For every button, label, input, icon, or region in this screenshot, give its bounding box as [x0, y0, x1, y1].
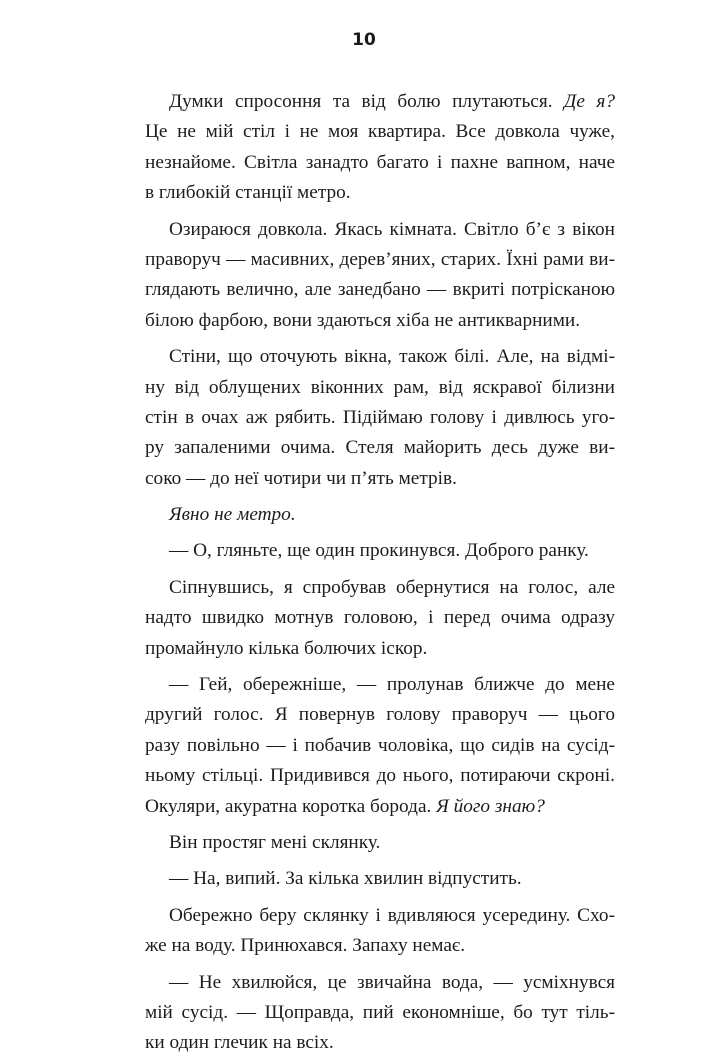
paragraph [145, 536, 615, 566]
text-run: білою фарбою, вони здаються хіба не антикварними. [145, 309, 581, 331]
text-line [145, 117, 615, 147]
text-line [145, 215, 615, 245]
text-run: Думки спросоння та від болю плутаються. [169, 91, 565, 112]
paragraph [145, 500, 615, 530]
text-run: Обережно беру склянку і вдивляюся усередину. Схо- [169, 904, 615, 926]
text-line [145, 433, 615, 463]
text-line [145, 573, 615, 603]
text-line [145, 828, 615, 858]
paragraph [145, 342, 615, 494]
text-line [145, 864, 615, 894]
text-line [145, 306, 615, 336]
text-run: стін в очах аж рябить. Підіймаю голову і дивлюсь уго- [145, 406, 615, 428]
paragraph [145, 573, 615, 664]
text-run: Стіни, що оточують вікна, також білі. Але, на відмі- [169, 346, 615, 368]
text-run: глядають велично, але занедбано — вкриті потрісканою [145, 279, 615, 301]
italic-text: Де я? [564, 91, 615, 112]
paragraph [145, 864, 615, 894]
paragraph [145, 670, 615, 822]
text-run: — Не хвилюйся, це звичайна вода, — усміхнувся [169, 971, 615, 993]
text-run: надто швидко мотнув головою, і перед очима одразу [145, 607, 615, 629]
text-line [145, 373, 615, 403]
italic-text: Я його знаю? [436, 795, 545, 817]
text-run: — Гей, обережніше, — пролунав ближче до мене [169, 674, 615, 696]
page-number: 10 [352, 30, 376, 50]
text-line [145, 1028, 615, 1058]
paragraph [145, 215, 615, 337]
text-line [145, 536, 615, 566]
text-line [145, 342, 615, 372]
text-run: Окуляри, акуратна коротка борода. [145, 795, 437, 817]
text-line [145, 403, 615, 433]
text-run: другий голос. Я повернув голову праворуч — цього [145, 704, 615, 726]
paragraph [145, 87, 615, 209]
text-line [145, 998, 615, 1028]
paragraph [145, 968, 615, 1059]
text-line [145, 178, 615, 208]
text-run: мій сусід. — Щоправда, пий економніше, бо тут тіль- [145, 1001, 615, 1023]
text-line [145, 87, 615, 117]
text-line [145, 731, 615, 761]
paragraph [145, 901, 615, 962]
text-line [145, 500, 615, 530]
text-run: ньому стільці. Придивився до нього, потираючи скроні. [145, 765, 615, 787]
text-line [145, 700, 615, 730]
text-line [145, 792, 615, 822]
text-line [145, 670, 615, 700]
text-run: же на воду. Принюхався. Запаху немає. [145, 935, 466, 957]
text-run: Озираюся довкола. Якась кімната. Світло б’є з вікон [169, 218, 615, 240]
text-line [145, 148, 615, 178]
text-line [145, 464, 615, 494]
text-run: незнайоме. Світла занадто багато і пахне вапном, наче [145, 151, 615, 173]
text-line [145, 245, 615, 275]
text-run: — О, гляньте, ще один прокинувся. Доброго ранку. [169, 540, 589, 562]
body-text [145, 87, 615, 1059]
text-run: промайнуло кілька болючих іскор. [145, 637, 428, 659]
text-line [145, 968, 615, 998]
text-line [145, 761, 615, 791]
text-run: Це не мій стіл і не моя квартира. Все довкола чуже, [145, 121, 615, 143]
text-run: в глибокій станції метро. [145, 182, 351, 204]
text-run: ну від облущених віконних рам, від яскравої білизни [145, 376, 615, 398]
text-line [145, 603, 615, 633]
text-line [145, 634, 615, 664]
text-run: праворуч — масивних, дерев’яних, старих. Їхні рами ви- [145, 248, 615, 270]
text-line [145, 901, 615, 931]
text-run: Сіпнувшись, я спробував обернутися на голос, але [169, 576, 615, 598]
text-line [145, 275, 615, 305]
text-run: ру запаленими очима. Стеля майорить десь дуже ви- [145, 437, 615, 459]
text-run: соко — до неї чотири чи п’ять метрів. [145, 467, 457, 489]
text-line [145, 931, 615, 961]
text-run: разу повільно — і побачив чоловіка, що сидів на сусід- [145, 734, 615, 756]
text-run: ки один глечик на всіх. [145, 1032, 334, 1054]
italic-text: Явно не метро. [169, 504, 296, 526]
text-run: Він простяг мені склянку. [169, 831, 381, 853]
text-run: — На, випий. За кілька хвилин відпустить. [169, 868, 522, 890]
paragraph [145, 828, 615, 858]
